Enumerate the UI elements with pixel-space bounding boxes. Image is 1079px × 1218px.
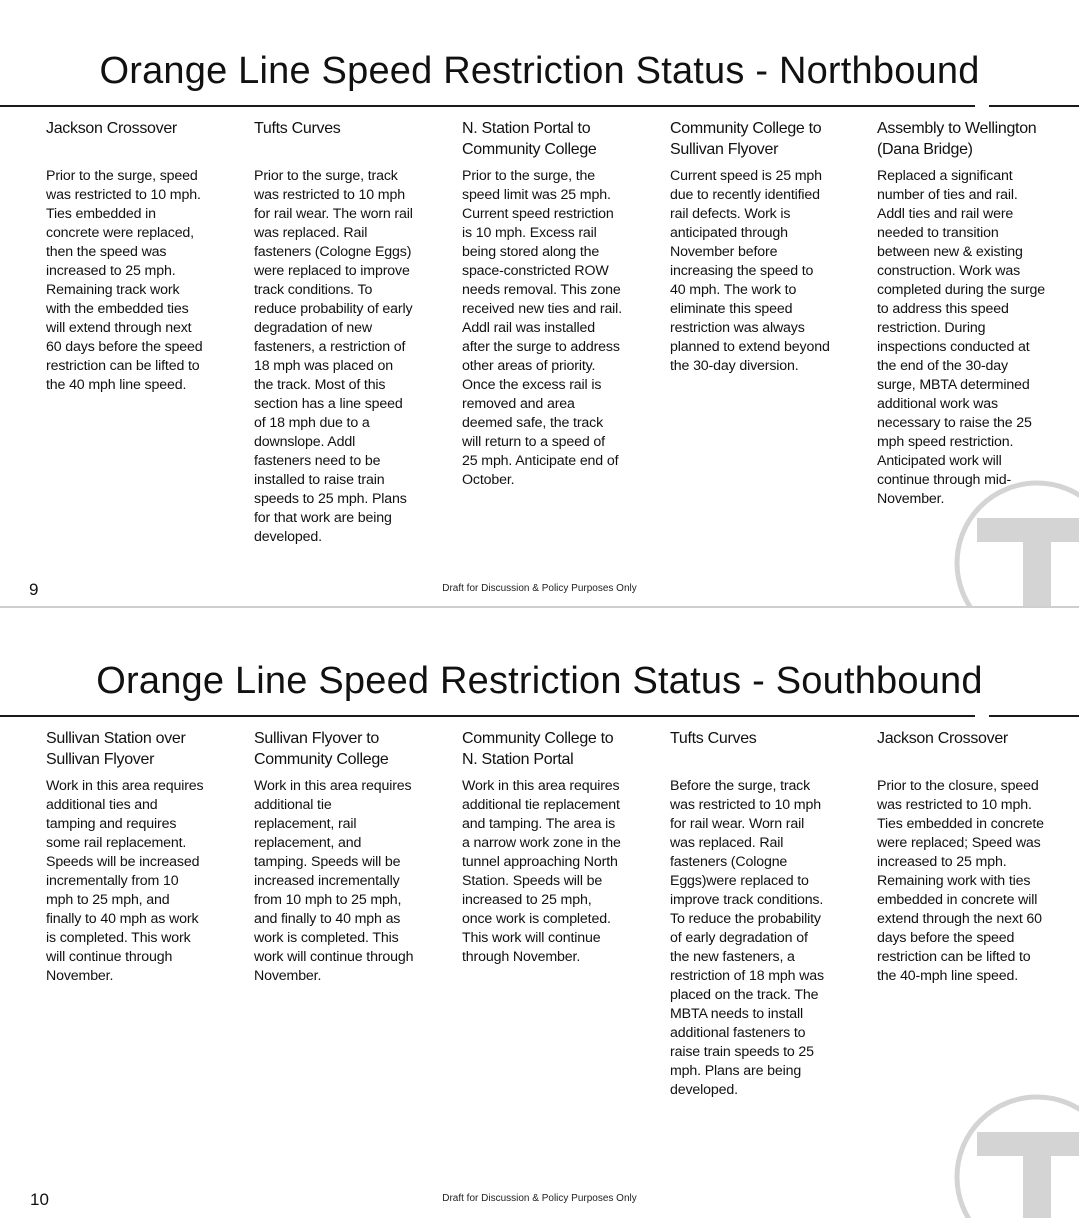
title-rule [0, 715, 1079, 717]
rule-gap [975, 105, 989, 107]
footer-disclaimer: Draft for Discussion & Policy Purposes Only [442, 583, 637, 594]
column-tufts-curves [254, 118, 414, 547]
page-number: 9 [29, 580, 39, 599]
column-body: Prior to the closure, speed was restricted to 10 mph. Ties embedded in concrete were replaced; Speed was increased to 25 mph. Remaining work with ties embedded in concrete will extend through the next 60 days before the speed restriction can be lifted to the 40-mph line speed. [877, 778, 1044, 984]
column-sullivan-station [46, 728, 206, 986]
slide-southbound [0, 610, 1079, 1218]
title-rule [0, 105, 1079, 107]
column-body: Current speed is 25 mph due to recently identified rail defects. Work is anticipated through November before increasing the speed to 40 mph. The work to eliminate this speed restriction was always planned to extend beyond the 30-day diversion. [670, 168, 830, 374]
column-heading: Assembly to Wellington (Dana Bridge) [877, 120, 1037, 158]
column-heading: Tufts Curves [254, 120, 341, 137]
slide-northbound [0, 0, 1079, 608]
column-body: Work in this area requires additional ties and tamping and requires some rail replacement. Speeds will be increased incrementally from 10 mph to 25 mph, and finally to 40 mph as work is completed. This work will continue through November. [46, 778, 204, 984]
column-assembly-wellington [877, 118, 1047, 509]
column-body: Prior to the surge, track was restricted to 10 mph for rail wear. The worn rail was replaced. Rail fasteners (Cologne Eggs) were replaced to improve track conditions. To reduce probability of early degradation of new fasteners, a restriction of 18 mph was placed on the track. Most of this section has a line speed of 18 mph due to a downslope. Addl fasteners need to be installed to raise train speeds to 25 mph. Plans for that work are being developed. [254, 168, 413, 545]
slide-separator [0, 606, 1079, 608]
column-heading: Community College to Sullivan Flyover [670, 120, 822, 158]
column-jackson-crossover [46, 118, 206, 395]
column-tufts-curves [670, 728, 830, 1100]
page-number: 10 [30, 1190, 49, 1209]
column-body: Prior to the surge, speed was restricted to 10 mph. Ties embedded in concrete were replaced, then the speed was increased to 25 mph. Remaining track work with the embedded ties will extend through next 60 days before the speed restriction can be lifted to the 40 mph line speed. [46, 168, 203, 393]
column-heading: Jackson Crossover [46, 120, 177, 137]
column-body: Work in this area requires additional tie replacement, rail replacement, and tamping. Speeds will be increased incrementally from 10 mph to 25 mph, and finally to 40 mph as work is completed. This work will continue through November. [254, 778, 414, 984]
rule-gap [975, 715, 989, 717]
column-body: Prior to the surge, the speed limit was 25 mph. Current speed restriction is 10 mph. Excess rail being stored along the space-constricted ROW needs removal. This zone received new ties and rail. Addl rail was installed after the surge to address other areas of priority. Once the excess rail is removed and area deemed safe, the track will return to a speed of 25 mph. Anticipate end of October. [462, 168, 622, 488]
column-body: Replaced a significant number of ties and rail. Addl ties and rail were needed to transition between new & existing construction. Work was completed during the surge to address this speed restriction. During inspections conducted at the end of the 30-day surge, MBTA determined additional work was necessary to raise the 25 mph speed restriction. Anticipated work will continue through mid-November. [877, 168, 1046, 507]
column-community-college [670, 118, 830, 376]
slide-title: Orange Line Speed Restriction Status - Southbound [96, 660, 983, 702]
column-heading: Jackson Crossover [877, 730, 1008, 747]
column-n-station-portal [462, 118, 622, 490]
column-heading: N. Station Portal to Community College [462, 120, 597, 158]
column-heading: Sullivan Station over Sullivan Flyover [46, 730, 186, 768]
column-body: Before the surge, track was restricted to 10 mph for rail wear. Worn rail was replaced. Rail fasteners (Cologne Eggs)were replaced to improve track conditions. To reduce the probability of early degradation of the new fasteners, a restriction of 18 mph was placed on the track. The MBTA needs to install additional fasteners to raise train speeds to 25 mph. Plans are being developed. [670, 778, 824, 1098]
column-heading: Tufts Curves [670, 730, 757, 747]
column-community-college [462, 728, 622, 967]
column-body: Work in this area requires additional tie replacement and tamping. The area is a narrow work zone in the tunnel approaching North Station. Speeds will be increased to 25 mph, once work is completed. This work will continue through November. [462, 778, 621, 965]
slide-title: Orange Line Speed Restriction Status - Northbound [99, 50, 980, 92]
column-jackson-crossover [877, 728, 1047, 986]
column-heading: Community College to N. Station Portal [462, 730, 614, 768]
column-sullivan-flyover [254, 728, 414, 986]
column-heading: Sullivan Flyover to Community College [254, 730, 389, 768]
footer-disclaimer: Draft for Discussion & Policy Purposes Only [442, 1193, 637, 1204]
